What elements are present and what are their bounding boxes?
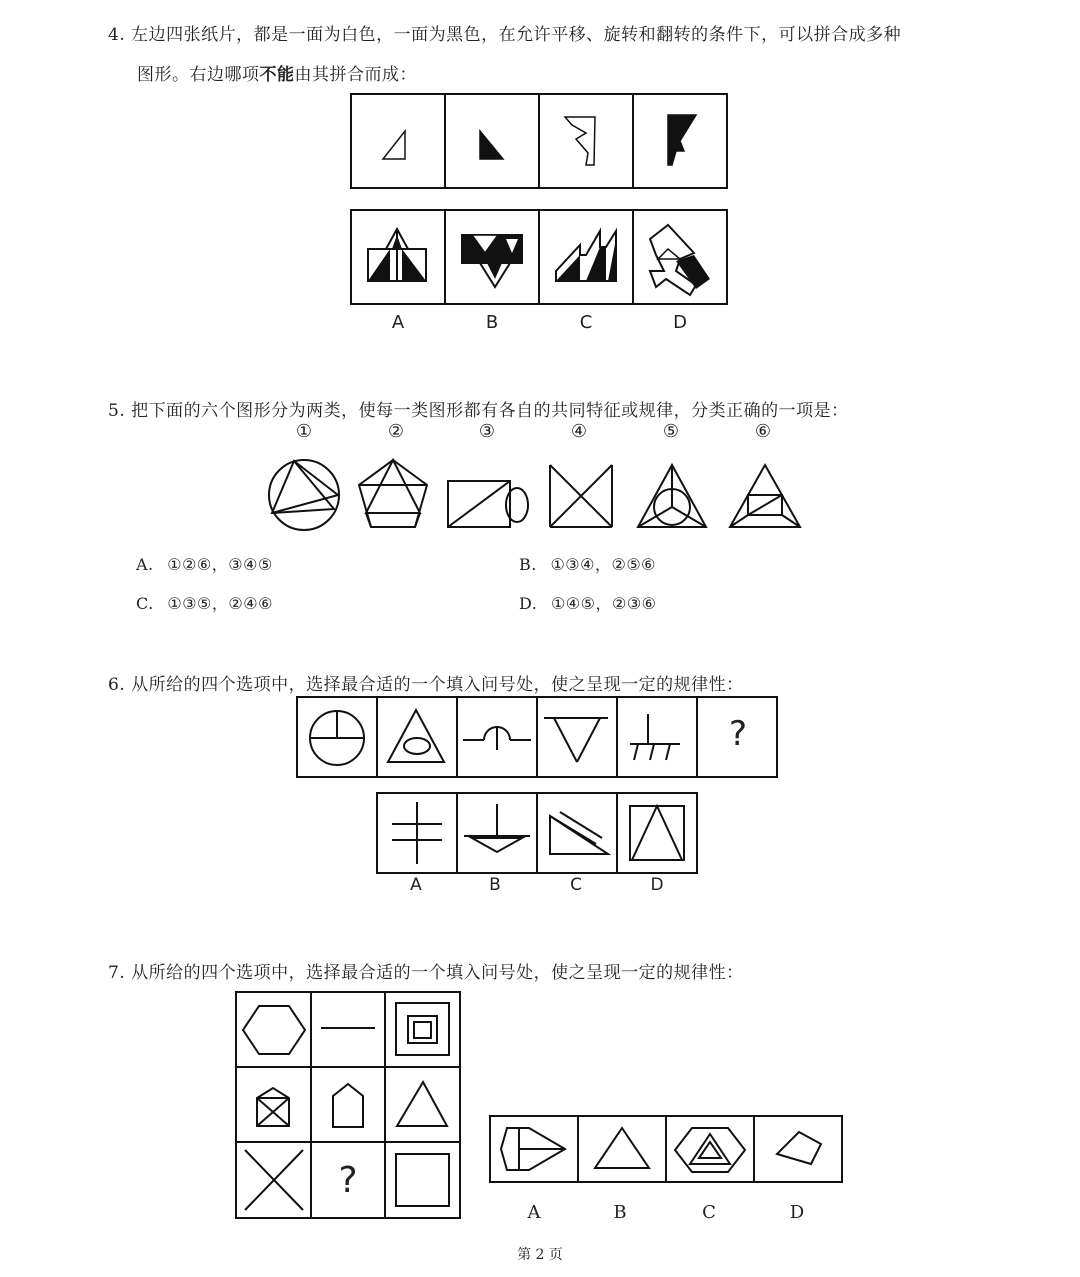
q7-cell-7-shape	[245, 1150, 303, 1210]
q5-option-a-letter: A.	[136, 555, 154, 574]
q7-cell-4-shape	[257, 1088, 289, 1126]
q4-option-a-shape	[368, 229, 426, 281]
q4-line2	[137, 60, 417, 85]
q4-label-d: D	[673, 312, 687, 333]
q5-figure-number-4: ④	[570, 421, 588, 442]
q6-label-b: B	[489, 875, 501, 895]
q7-option-a-shape	[501, 1128, 565, 1170]
q6-figure-2-shape	[388, 710, 444, 762]
q5-option-b-text: ①③④，②⑤⑥	[550, 555, 657, 574]
q5-figure-3-shape	[448, 481, 528, 527]
q6-options-figure	[376, 792, 700, 876]
q7-question-mark: ?	[338, 1160, 358, 1201]
q7-question	[108, 958, 744, 983]
q4-number: 4.	[108, 25, 126, 45]
q6-option-d-shape	[630, 806, 684, 860]
q7-cell-6-shape	[397, 1082, 447, 1126]
q7-options-figure	[489, 1114, 845, 1186]
q7-text: 从所给的四个选项中，选择最合适的一个填入问号处，使之呈现一定的规律性：	[131, 963, 744, 983]
piece-3-shape	[565, 117, 595, 165]
q5-option-a-text: ①②⑥，③④⑤	[167, 555, 273, 574]
q5-question	[108, 396, 849, 421]
q6-option-c-shape	[550, 812, 608, 854]
q5-figure-number-5: ⑤	[662, 421, 680, 442]
q7-option-d-shape	[777, 1132, 821, 1164]
q5-number: 5.	[108, 401, 126, 421]
q6-question-mark: ?	[728, 714, 748, 754]
q5-option-c-text: ①③⑤，②④⑥	[167, 594, 273, 613]
q5-text: 把下面的六个图形分为两类，使每一类图形都有各自的共同特征或规律，分类正确的一项是：	[131, 401, 849, 421]
q4-pieces-figure	[350, 93, 730, 191]
q5-option-a[interactable]	[136, 552, 273, 575]
q5-option-c[interactable]	[136, 591, 273, 614]
q6-label-d: D	[650, 875, 664, 895]
page-footer: 第 2 页	[517, 1247, 563, 1263]
q4-label-b: B	[485, 312, 499, 333]
q7-label-c: C	[702, 1202, 716, 1223]
q5-figure-5-shape	[638, 465, 706, 527]
q7-cell-9-shape	[396, 1154, 449, 1206]
q6-figure-5-shape	[630, 714, 680, 760]
q5-figures	[260, 455, 810, 535]
q5-figure-number-2: ②	[387, 421, 405, 442]
q6-figure-3-shape	[463, 727, 531, 750]
q4-options-figure	[350, 209, 730, 307]
q4-text-line2-pre: 图形。右边哪项	[137, 65, 260, 85]
q7-label-b: B	[613, 1202, 627, 1223]
q6-figure-4-shape	[544, 718, 608, 762]
q5-option-b[interactable]	[519, 552, 656, 575]
q5-option-c-letter: C.	[136, 594, 154, 613]
q6-number: 6.	[108, 675, 126, 695]
q7-cell-1-shape	[243, 1006, 305, 1054]
q7-option-c-shape	[675, 1128, 745, 1172]
q4-text-line1: 左边四张纸片，都是一面为白色，一面为黑色，在允许平移、旋转和翻转的条件下，可以拼合成多种	[131, 25, 902, 45]
q5-figure-number-6: ⑥	[754, 421, 772, 442]
q5-figure-1-shape	[269, 460, 339, 530]
q7-option-b-shape	[595, 1128, 649, 1168]
q5-option-d[interactable]	[519, 591, 657, 614]
piece-4-shape	[668, 115, 696, 165]
q5-figure-number-1: ①	[295, 421, 313, 442]
q6-option-b-shape	[464, 804, 530, 852]
q5-option-d-letter: D.	[519, 594, 538, 613]
q6-option-a-shape	[392, 802, 442, 864]
q7-label-a: A	[527, 1202, 541, 1223]
q6-label-c: C	[570, 875, 582, 895]
q5-option-b-letter: B.	[519, 555, 537, 574]
q5-figure-2-shape	[359, 460, 427, 527]
q6-label-a: A	[410, 875, 422, 895]
q7-cell-3-shape	[396, 1003, 449, 1055]
piece-1-shape	[383, 131, 405, 159]
q7-cell-5-shape	[333, 1084, 363, 1127]
q4-option-d-shape	[650, 225, 710, 295]
q5-figure-6-shape	[730, 465, 800, 527]
q4-label-c: C	[579, 312, 593, 333]
q6-text: 从所给的四个选项中，选择最合适的一个填入问号处，使之呈现一定的规律性：	[131, 675, 744, 695]
q4-line1	[108, 20, 901, 45]
q4-label-a: A	[391, 312, 405, 333]
q6-question	[108, 670, 744, 695]
q4-text-line2-post: 由其拼合而成：	[294, 65, 417, 85]
piece-2-shape	[480, 131, 503, 159]
q5-figure-number-3: ③	[478, 421, 496, 442]
q4-option-b-shape	[462, 235, 522, 287]
q7-label-d: D	[789, 1202, 805, 1223]
q4-text-bold: 不能	[259, 65, 295, 85]
q5-option-d-text: ①④⑤，②③⑥	[550, 594, 657, 613]
q7-number: 7.	[108, 963, 126, 983]
q4-option-c-shape	[556, 231, 616, 281]
q5-figure-4-shape	[550, 465, 612, 527]
q6-figure-1-shape	[310, 711, 364, 765]
